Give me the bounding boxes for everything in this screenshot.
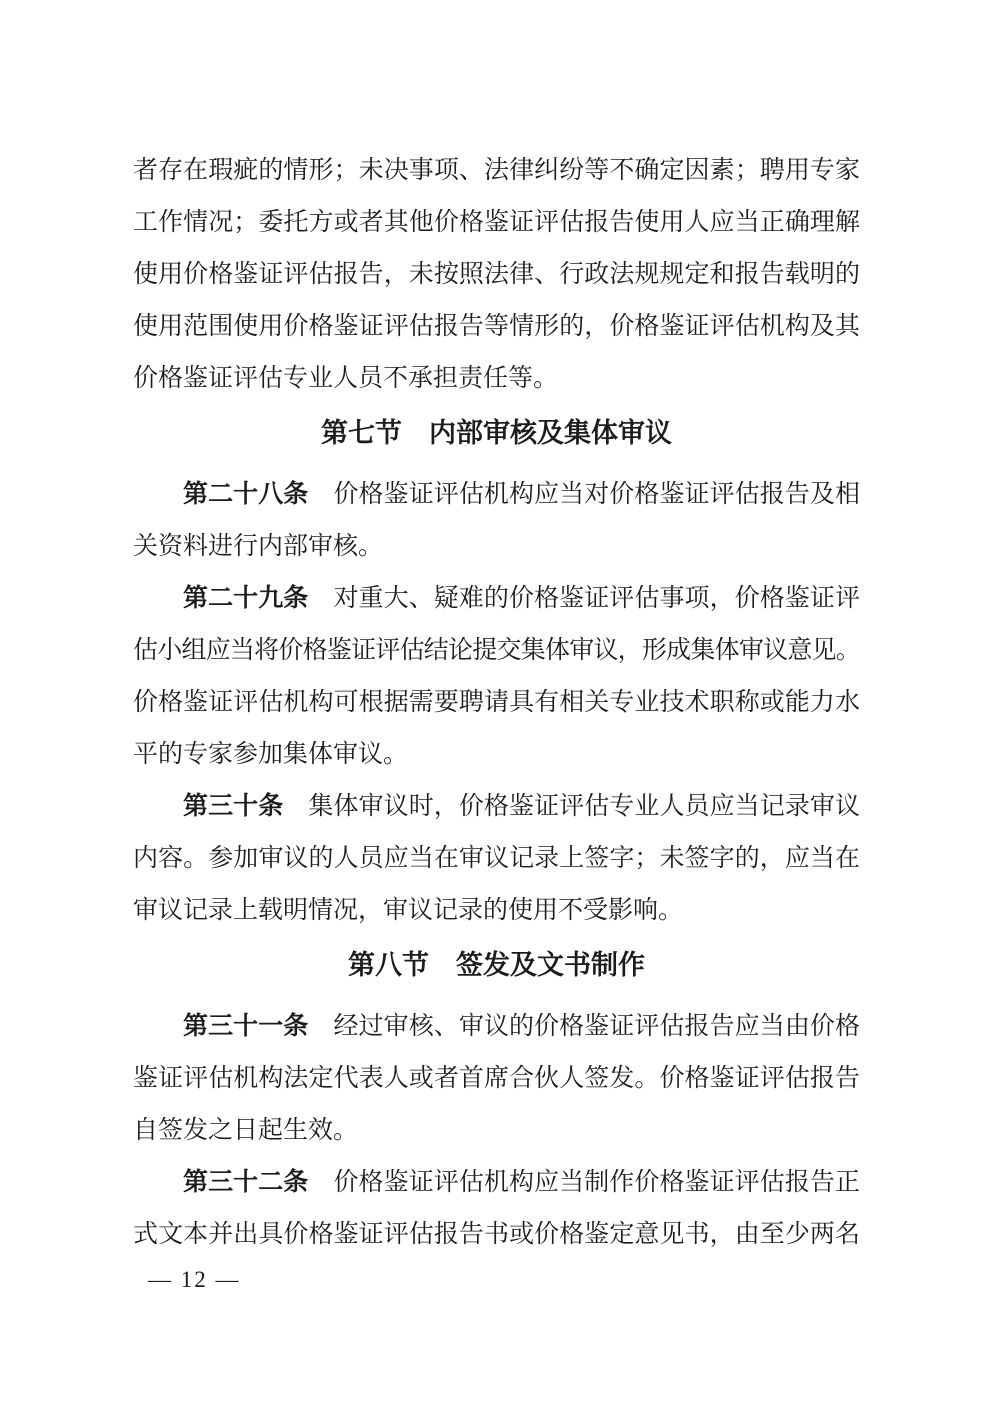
article-text: 对重大、疑难的价格鉴证评估事项，价格鉴证评 bbox=[308, 585, 860, 612]
intro-paragraph bbox=[133, 145, 860, 405]
text-line: 工作情况；委托方或者其他价格鉴证评估报告使用人应当正确理解 bbox=[133, 209, 860, 236]
article-number: 第二十九条 bbox=[183, 585, 309, 612]
article-32-paragraph bbox=[133, 1157, 860, 1261]
text-line: 鉴证评估机构法定代表人或者首席合伙人签发。价格鉴证评估报告 bbox=[133, 1065, 860, 1092]
article-number: 第三十一条 bbox=[183, 1013, 309, 1040]
article-text: 集体审议时，价格鉴证评估专业人员应当记录审议 bbox=[283, 793, 860, 820]
article-text: 价格鉴证评估机构应当制作价格鉴证评估报告正 bbox=[308, 1169, 860, 1196]
text-line: 式文本并出具价格鉴证评估报告书或价格鉴定意见书，由至少两名 bbox=[133, 1221, 860, 1248]
article-29-paragraph bbox=[133, 573, 860, 781]
text-line: 审议记录上载明情况，审议记录的使用不受影响。 bbox=[133, 897, 684, 924]
text-line: 使用范围使用价格鉴证评估报告等情形的，价格鉴证评估机构及其 bbox=[133, 313, 860, 340]
text-line: 价格鉴证评估专业人员不承担责任等。 bbox=[133, 365, 559, 392]
article-28-paragraph bbox=[133, 469, 860, 573]
article-number: 第二十八条 bbox=[183, 481, 309, 508]
section-heading-7: 第七节 内部审核及集体审议 bbox=[321, 418, 672, 448]
article-number: 第三十二条 bbox=[183, 1169, 309, 1196]
text-line bbox=[133, 1157, 860, 1209]
text-line bbox=[133, 781, 860, 833]
text-line: 自签发之日起生效。 bbox=[133, 1117, 359, 1144]
body-content bbox=[133, 145, 860, 1261]
text-line: 者存在瑕疵的情形；未决事项、法律纠纷等不确定因素；聘用专家 bbox=[133, 157, 860, 184]
text-line bbox=[133, 1001, 860, 1053]
page-footer bbox=[148, 1266, 241, 1294]
section-heading-8: 第八节 签发及文书制作 bbox=[348, 950, 645, 980]
article-text: 经过审核、审议的价格鉴证评估报告应当由价格 bbox=[308, 1013, 860, 1040]
article-31-paragraph bbox=[133, 1001, 860, 1157]
article-number: 第三十条 bbox=[183, 793, 284, 820]
text-line: 平的专家参加集体审议。 bbox=[133, 741, 409, 768]
text-line: 价格鉴证评估机构可根据需要聘请具有相关专业技术职称或能力水 bbox=[133, 689, 860, 716]
text-line: 内容。参加审议的人员应当在审议记录上签字；未签字的，应当在 bbox=[133, 845, 860, 872]
text-line bbox=[133, 469, 860, 521]
article-30-paragraph bbox=[133, 781, 860, 937]
text-line bbox=[133, 573, 860, 625]
text-line: 使用价格鉴证评估报告，未按照法律、行政法规规定和报告载明的 bbox=[133, 261, 860, 288]
text-line: 关资料进行内部审核。 bbox=[133, 533, 384, 560]
article-text: 价格鉴证评估机构应当对价格鉴证评估报告及相 bbox=[308, 481, 860, 508]
text-line: 估小组应当将价格鉴证评估结论提交集体审议，形成集体审议意见。 bbox=[133, 637, 860, 664]
page-number: — 12 — bbox=[148, 1267, 241, 1292]
